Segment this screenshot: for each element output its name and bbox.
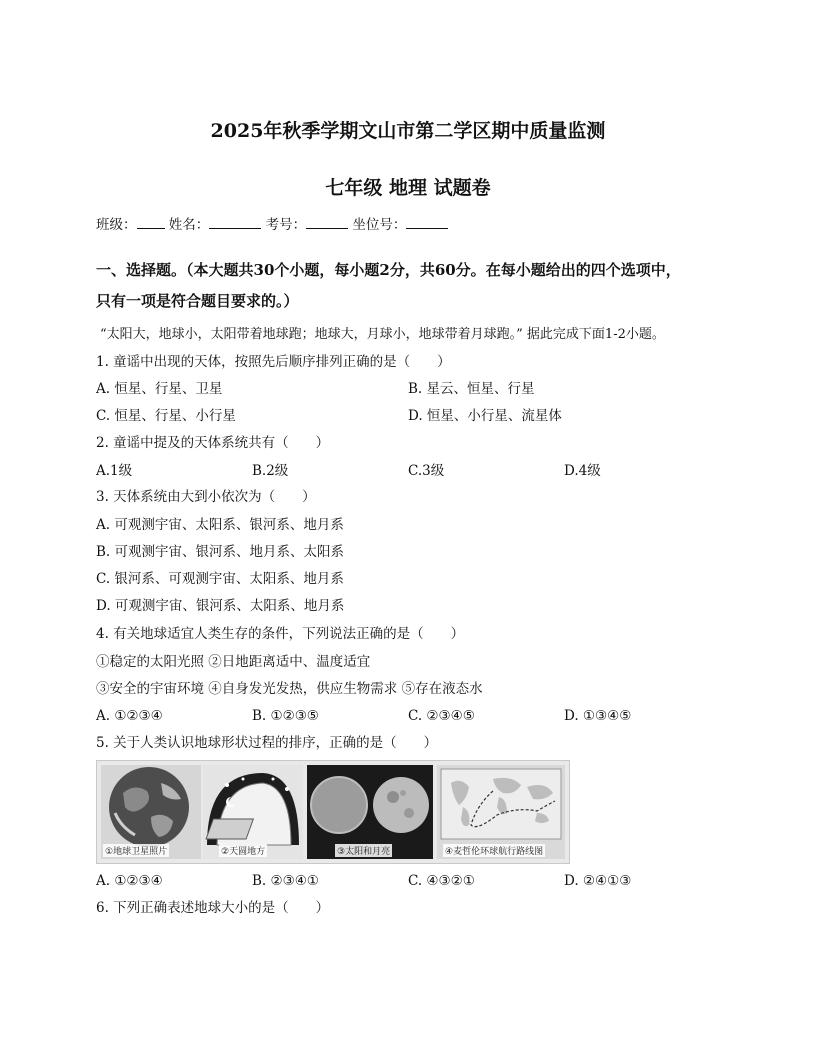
earth-photo-panel bbox=[101, 765, 201, 859]
seat-label: 坐位号： bbox=[352, 217, 407, 233]
q4-option-c[interactable]: C. ②③④⑤ bbox=[408, 708, 475, 724]
seat-blank[interactable] bbox=[406, 216, 448, 229]
q1-option-d[interactable]: D. 恒星、小行星、流星体 bbox=[408, 408, 562, 424]
q3-option-c[interactable]: C. 银河系、可观测宇宙、太阳系、地月系 bbox=[96, 571, 344, 587]
magellan-map-panel bbox=[437, 765, 565, 859]
q5-option-c[interactable]: C. ④③②① bbox=[408, 873, 475, 889]
q2-option-c[interactable]: C.3级 bbox=[408, 463, 445, 479]
name-blank[interactable] bbox=[209, 216, 261, 229]
student-info-row bbox=[96, 216, 448, 233]
exam-no-label: 考号： bbox=[265, 217, 307, 233]
q5-stem: 5. 关于人类认识地球形状过程的排序，正确的是（ ） bbox=[96, 735, 438, 751]
q1-stem: 1. 童谣中出现的天体，按照先后顺序排列正确的是（ ） bbox=[96, 354, 451, 370]
exam-subtitle: 七年级 地理 试题卷 bbox=[325, 177, 491, 199]
q4-option-b[interactable]: B. ①②③⑤ bbox=[252, 708, 319, 724]
q3-option-a[interactable]: A. 可观测宇宙、太阳系、银河系、地月系 bbox=[96, 517, 344, 533]
q6-stem: 6. 下列正确表述地球大小的是（ ） bbox=[96, 900, 330, 916]
q4-option-d[interactable]: D. ①③④⑤ bbox=[564, 708, 632, 724]
q4-statements-line2: ③安全的宇宙环境 ④自身发光发热，供应生物需求 ⑤存在液态水 bbox=[96, 681, 483, 697]
sun-moon-panel bbox=[307, 765, 433, 859]
exam-title: 2025年秋季学期文山市第二学区期中质量监测 bbox=[210, 120, 606, 142]
q1-option-c[interactable]: C. 恒星、行星、小行星 bbox=[96, 408, 236, 424]
q5-option-b[interactable]: B. ②③④① bbox=[252, 873, 319, 889]
caption-3: ③太阳和月亮 bbox=[335, 844, 392, 857]
section-heading-line2: 只有一项是符合题目要求的。） bbox=[96, 292, 299, 310]
q3-option-d[interactable]: D. 可观测宇宙、银河系、太阳系、地月系 bbox=[96, 598, 345, 614]
caption-1: ①地球卫星照片 bbox=[103, 844, 169, 857]
q3-option-b[interactable]: B. 可观测宇宙、银河系、地月系、太阳系 bbox=[96, 544, 345, 560]
section-heading-line1: 一、选择题。（本大题共30个小题，每小题2分，共60分。在每小题给出的四个选项中， bbox=[96, 261, 681, 279]
q1-option-b[interactable]: B. 星云、恒星、行星 bbox=[408, 381, 535, 397]
q4-option-a[interactable]: A. ①②③④ bbox=[96, 708, 163, 724]
intro-passage: “太阳大，地球小，太阳带着地球跑；地球大，月球小，地球带着月球跑。” 据此完成下面1-2小题。 bbox=[100, 327, 665, 342]
class-label: 班级： bbox=[96, 217, 137, 233]
q1-option-a[interactable]: A. 恒星、行星、卫星 bbox=[96, 381, 223, 397]
caption-4: ④麦哲伦环球航行路线图 bbox=[443, 844, 545, 857]
q2-option-b[interactable]: B.2级 bbox=[252, 463, 289, 479]
q5-image-strip bbox=[96, 760, 570, 864]
q4-statements-line1: ①稳定的太阳光照 ②日地距离适中、温度适宜 bbox=[96, 654, 371, 670]
caption-2: ②天圆地方 bbox=[219, 844, 267, 857]
name-label: 姓名： bbox=[168, 217, 210, 233]
q3-stem: 3. 天体系统由大到小依次为（ ） bbox=[96, 489, 316, 505]
q5-option-a[interactable]: A. ①②③④ bbox=[96, 873, 163, 889]
q2-option-d[interactable]: D.4级 bbox=[564, 463, 601, 479]
q5-option-d[interactable]: D. ②④①③ bbox=[564, 873, 632, 889]
heaven-earth-panel bbox=[203, 765, 303, 859]
q2-stem: 2. 童谣中提及的天体系统共有（ ） bbox=[96, 435, 330, 451]
q2-option-a[interactable]: A.1级 bbox=[96, 463, 133, 479]
q4-stem: 4. 有关地球适宜人类生存的条件，下列说法正确的是（ ） bbox=[96, 626, 465, 642]
class-blank[interactable] bbox=[137, 216, 165, 229]
exam-no-blank[interactable] bbox=[306, 216, 348, 229]
